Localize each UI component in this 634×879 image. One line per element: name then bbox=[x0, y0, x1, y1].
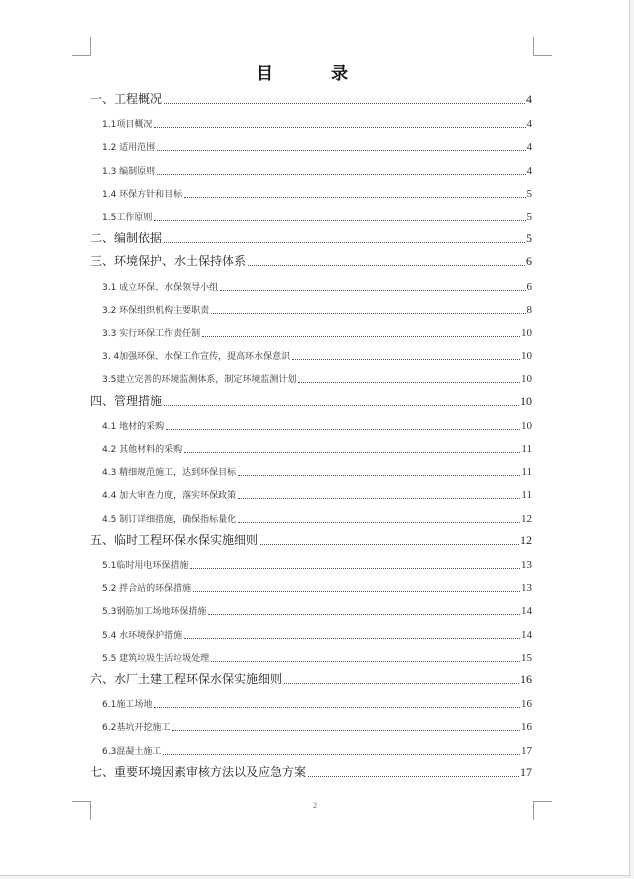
crop-mark-top-left bbox=[72, 37, 91, 56]
toc-section-entry[interactable] bbox=[90, 741, 532, 757]
toc-section-entry[interactable] bbox=[90, 300, 532, 316]
toc-page-number: 14 bbox=[521, 628, 532, 641]
toc-leader-dots bbox=[184, 197, 525, 198]
toc-page-number: 16 bbox=[520, 672, 532, 686]
toc-leader-dots bbox=[284, 683, 519, 684]
toc-section-entry[interactable] bbox=[90, 346, 532, 362]
toc-leader-dots bbox=[238, 498, 520, 499]
toc-leader-dots bbox=[220, 290, 525, 291]
toc-entry-text: 5.4 水环境保护措施 bbox=[102, 630, 183, 641]
toc-leader-dots bbox=[163, 754, 520, 755]
toc-page-number: 5 bbox=[526, 211, 532, 223]
toc-leader-dots bbox=[298, 382, 520, 383]
toc-page-number: 12 bbox=[520, 532, 532, 547]
toc-leader-dots bbox=[154, 707, 520, 708]
toc-page-number: 10 bbox=[521, 350, 532, 363]
toc-leader-dots bbox=[260, 544, 519, 545]
toc-entry-text: 4.1 地材的采购 bbox=[102, 421, 165, 432]
toc-leader-dots bbox=[202, 336, 520, 337]
toc-leader-dots bbox=[157, 150, 525, 151]
toc-chapter-entry[interactable] bbox=[90, 393, 532, 409]
toc-page-number: 5 bbox=[526, 187, 532, 200]
toc-entry-text: 5.2 拌合站的环保措施 bbox=[102, 584, 192, 595]
toc-leader-dots bbox=[248, 265, 525, 266]
toc-entry-text: 五、临时工程环保水保实施细则 bbox=[90, 532, 259, 547]
toc-leader-dots bbox=[166, 429, 520, 430]
toc-page-number: 6 bbox=[526, 280, 532, 293]
toc-chapter-entry[interactable] bbox=[90, 764, 532, 780]
toc-page-number: 10 bbox=[521, 373, 532, 386]
toc-section-entry[interactable] bbox=[90, 416, 532, 432]
toc-section-entry[interactable] bbox=[90, 717, 532, 733]
toc-page-number: 4 bbox=[526, 141, 532, 154]
page-number: 2 bbox=[313, 801, 317, 810]
toc-entry-text: 七、重要环境因素审核方法以及应急方案 bbox=[90, 764, 307, 779]
toc-page-number: 11 bbox=[521, 443, 532, 455]
toc-leader-dots bbox=[157, 174, 525, 175]
toc-section-entry[interactable] bbox=[90, 555, 532, 571]
toc-section-entry[interactable] bbox=[90, 137, 532, 153]
toc-page-number: 11 bbox=[521, 466, 532, 479]
toc-leader-dots bbox=[184, 638, 520, 639]
toc-page-number: 6 bbox=[526, 254, 532, 269]
toc-page-number: 10 bbox=[521, 327, 532, 339]
toc-entry-text: 四、管理措施 bbox=[90, 393, 163, 408]
toc-entry-text: 3.1 成立环保、水保领导小组 bbox=[102, 282, 219, 293]
toc-section-entry[interactable] bbox=[90, 625, 532, 641]
toc-section-entry[interactable] bbox=[90, 161, 532, 177]
toc-page-number: 10 bbox=[521, 419, 532, 432]
toc-chapter-entry[interactable] bbox=[90, 253, 532, 269]
toc-leader-dots bbox=[190, 568, 520, 569]
toc-entry-text: 3. 4加强环保、水保工作宣传，提高环水保意识 bbox=[102, 352, 291, 363]
toc-section-entry[interactable] bbox=[90, 509, 532, 525]
toc-leader-dots bbox=[172, 730, 520, 731]
toc-section-entry[interactable] bbox=[90, 485, 532, 501]
toc-page-number: 12 bbox=[521, 512, 532, 525]
toc-leader-dots bbox=[154, 220, 525, 221]
toc-leader-dots bbox=[211, 661, 520, 662]
toc-page-number: 11 bbox=[521, 489, 532, 502]
toc-leader-dots bbox=[238, 522, 520, 523]
toc-page-number: 4 bbox=[526, 164, 532, 177]
toc-section-entry[interactable] bbox=[90, 114, 532, 130]
toc-chapter-entry[interactable] bbox=[90, 230, 532, 246]
toc-entry-text: 3.2 环保组织机构主要职责 bbox=[102, 305, 210, 316]
toc-leader-dots bbox=[154, 127, 525, 128]
toc-page-number: 4 bbox=[526, 92, 532, 106]
toc-entry-text: 六、水厂土建工程环保水保实施细则 bbox=[90, 672, 283, 686]
toc-section-entry[interactable] bbox=[90, 207, 532, 223]
toc-leader-dots bbox=[164, 242, 525, 243]
toc-entry-text: 4.5 制订详细措施，确保指标量化 bbox=[102, 514, 237, 525]
toc-section-entry[interactable] bbox=[90, 439, 532, 455]
toc-section-entry[interactable] bbox=[90, 578, 532, 594]
toc-page-number: 16 bbox=[521, 698, 532, 711]
toc-entry-text: 三、环境保护、水土保持体系 bbox=[90, 254, 247, 269]
toc-page-number: 4 bbox=[526, 118, 532, 131]
toc-page-number: 15 bbox=[521, 651, 532, 664]
toc-chapter-entry[interactable] bbox=[90, 91, 532, 107]
toc-entry-text: 6.2基坑开挖施工 bbox=[102, 723, 171, 734]
toc-leader-dots bbox=[208, 614, 520, 615]
toc-section-entry[interactable] bbox=[90, 462, 532, 478]
toc-leader-dots bbox=[164, 405, 519, 406]
toc-entry-text: 二、编制依据 bbox=[90, 231, 163, 246]
toc-chapter-entry[interactable] bbox=[90, 532, 532, 548]
toc-chapter-entry[interactable] bbox=[90, 671, 532, 687]
toc-page-number: 13 bbox=[521, 582, 532, 595]
toc-entry-text: 5.3钢筋加工场地环保措施 bbox=[102, 607, 207, 618]
toc-page-number: 8 bbox=[526, 303, 532, 316]
toc-entry-text: 6.3混凝土施工 bbox=[102, 746, 162, 757]
toc-section-entry[interactable] bbox=[90, 694, 532, 710]
toc-leader-dots bbox=[211, 313, 525, 314]
toc-page-number: 5 bbox=[526, 231, 532, 246]
toc-entry-text: 一、工程概况 bbox=[90, 92, 163, 106]
toc-leader-dots bbox=[308, 776, 519, 777]
toc-page-number: 17 bbox=[520, 764, 532, 779]
toc-section-entry[interactable] bbox=[90, 323, 532, 339]
toc-leader-dots bbox=[184, 452, 520, 453]
toc-page-number: 17 bbox=[521, 744, 532, 757]
toc-entry-text: 1.2 适用范围 bbox=[102, 143, 156, 154]
toc-entry-text: 1.5工作原则 bbox=[102, 213, 153, 223]
toc-entry-text: 3.3 实行环保工作责任制 bbox=[102, 329, 201, 339]
toc-section-entry[interactable] bbox=[90, 601, 532, 617]
toc-entry-text: 1.3 编制原则 bbox=[102, 166, 156, 177]
toc-title: 目 录 bbox=[256, 64, 374, 84]
toc-section-entry[interactable] bbox=[90, 369, 532, 385]
toc-leader-dots bbox=[292, 359, 520, 360]
toc-page-number: 14 bbox=[521, 605, 532, 618]
toc-leader-dots bbox=[164, 103, 525, 104]
toc-entry-text: 4.4 加大审查力度，落实环保政策 bbox=[102, 491, 237, 502]
toc-page-number: 13 bbox=[521, 559, 532, 571]
toc-leader-dots bbox=[193, 591, 520, 592]
toc-leader-dots bbox=[238, 475, 520, 476]
toc-page-number: 16 bbox=[521, 721, 532, 734]
toc-page-number: 10 bbox=[520, 393, 532, 408]
toc-entry-text: 4.2 其他材料的采购 bbox=[102, 445, 183, 455]
toc-entry-text: 5.5 建筑垃圾生活垃圾处理 bbox=[102, 653, 210, 664]
toc-section-entry[interactable] bbox=[90, 184, 532, 200]
toc-section-entry[interactable] bbox=[90, 648, 532, 664]
crop-mark-top-right bbox=[533, 37, 552, 56]
toc-entry-text: 4.3 精细规范施工，达到环保目标 bbox=[102, 468, 237, 479]
toc-entry-text: 1.4 环保方针和目标 bbox=[102, 189, 183, 200]
toc-entry-text: 1.1项目概况 bbox=[102, 120, 153, 131]
toc-section-entry[interactable] bbox=[90, 277, 532, 293]
toc-entry-text: 6.1施工场地 bbox=[102, 700, 153, 711]
toc-entry-text: 3.5建立完善的环境监测体系，制定环境监测计划 bbox=[102, 375, 297, 386]
toc-entry-text: 5.1临时用电环保措施 bbox=[102, 561, 189, 571]
